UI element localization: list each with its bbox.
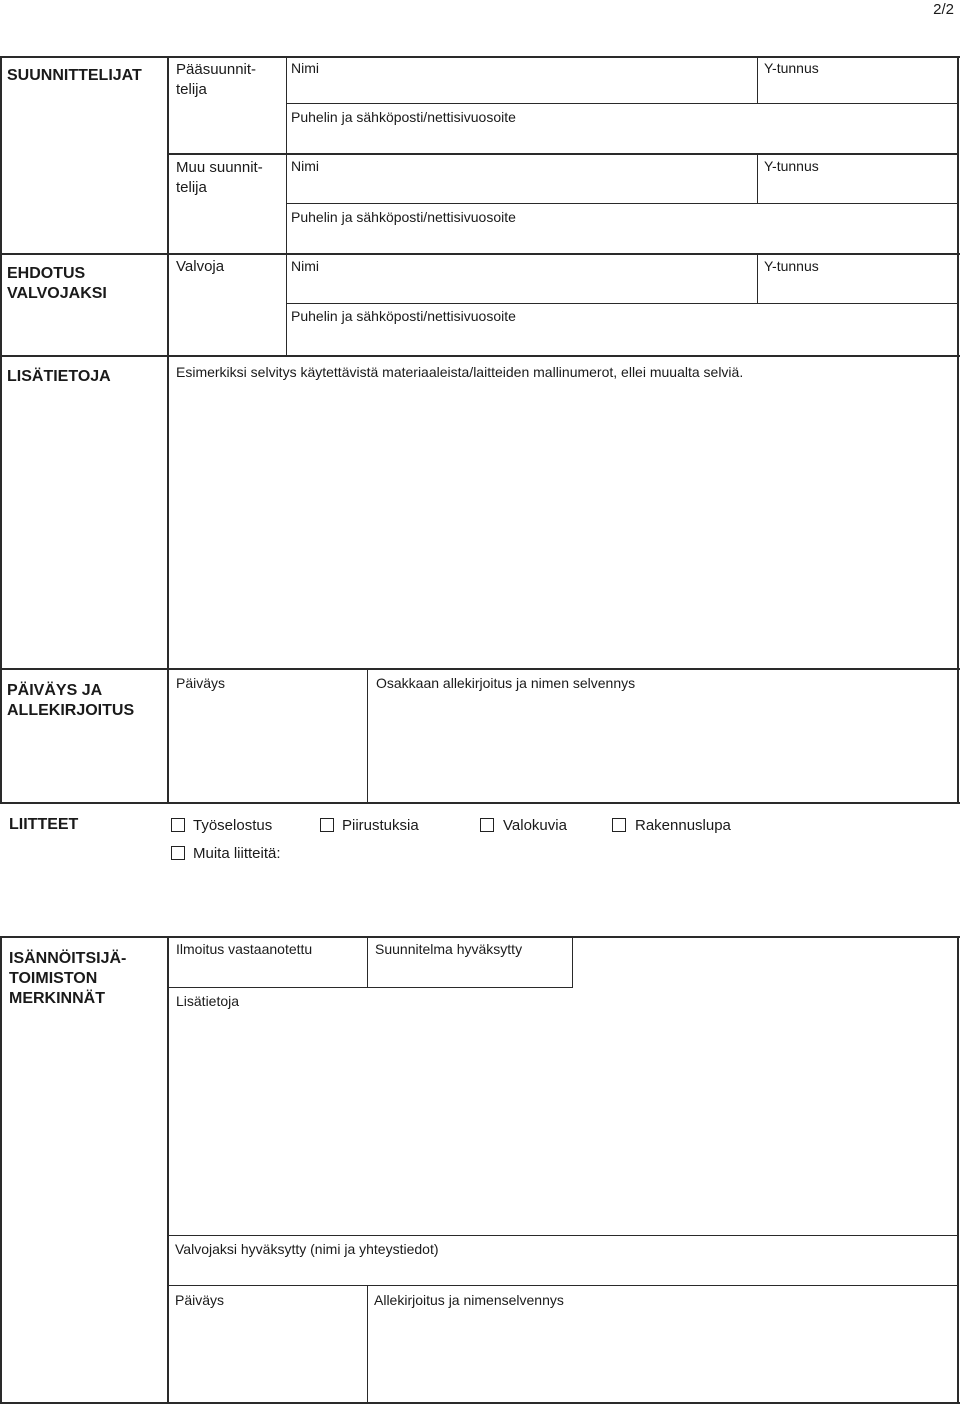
main-designer-role: Pääsuunnit- telija xyxy=(176,61,257,98)
checkbox-valokuvia[interactable] xyxy=(480,818,494,832)
attachments-title: LIITTEET xyxy=(9,816,79,833)
main-designer-name-field[interactable]: Nimi xyxy=(291,60,319,76)
notice-received-field[interactable]: Ilmoitus vastaanotettu xyxy=(176,941,313,957)
designers-title: SUUNNITTELIJAT xyxy=(7,67,142,84)
main-designer-contact-field[interactable]: Puhelin ja sähköposti/nettisivuosoite xyxy=(291,109,516,125)
label-valokuvia: Valokuvia xyxy=(503,817,567,834)
label-rakennuslupa: Rakennuslupa xyxy=(635,817,731,834)
other-designer-contact-field[interactable]: Puhelin ja sähköposti/nettisivuosoite xyxy=(291,209,516,225)
manager-office-title: ISÄNNÖITSIJÄ- TOIMISTON MERKINNÄT xyxy=(9,950,127,1007)
supervisor-role: Valvoja xyxy=(176,258,225,275)
additional-info-title: LISÄTIETOJA xyxy=(7,368,111,385)
other-designer-role: Muu suunnit- telija xyxy=(176,159,263,196)
checkbox-rakennuslupa[interactable] xyxy=(612,818,626,832)
other-designer-name-field[interactable]: Nimi xyxy=(291,158,319,174)
manager-info-field[interactable]: Lisätietoja xyxy=(176,993,240,1009)
page-number: 2/2 xyxy=(933,1,954,18)
checkbox-piirustuksia[interactable] xyxy=(320,818,334,832)
label-piirustuksia: Piirustuksia xyxy=(342,817,419,834)
checkbox-tyoselostus[interactable] xyxy=(171,818,185,832)
manager-signature-field[interactable]: Allekirjoitus ja nimenselvennys xyxy=(374,1292,564,1308)
manager-date-field[interactable]: Päiväys xyxy=(175,1292,225,1308)
checkbox-muita-liitteita[interactable] xyxy=(171,846,185,860)
supervisor-ytunnus-field[interactable]: Y-tunnus xyxy=(764,258,819,274)
date-field[interactable]: Päiväys xyxy=(176,675,226,691)
supervisor-approved-field[interactable]: Valvojaksi hyväksytty (nimi ja yhteystiedot) xyxy=(175,1241,439,1257)
other-designer-ytunnus-field[interactable]: Y-tunnus xyxy=(764,158,819,174)
plan-approved-field[interactable]: Suunnitelma hyväksytty xyxy=(375,941,523,957)
main-designer-ytunnus-field[interactable]: Y-tunnus xyxy=(764,60,819,76)
supervisor-name-field[interactable]: Nimi xyxy=(291,258,319,274)
supervisor-contact-field[interactable]: Puhelin ja sähköposti/nettisivuosoite xyxy=(291,308,516,324)
label-muita-liitteita: Muita liitteitä: xyxy=(193,845,281,862)
date-signature-title: PÄIVÄYS JA ALLEKIRJOITUS xyxy=(7,682,135,719)
additional-info-field[interactable]: Esimerkiksi selvitys käytettävistä materiaaleista/laitteiden mallinumerot, ellei muualta selviä. xyxy=(176,364,744,380)
supervisor-title: EHDOTUS VALVOJAKSI xyxy=(7,265,107,302)
signature-field[interactable]: Osakkaan allekirjoitus ja nimen selvennys xyxy=(376,675,636,691)
label-tyoselostus: Työselostus xyxy=(193,817,273,834)
